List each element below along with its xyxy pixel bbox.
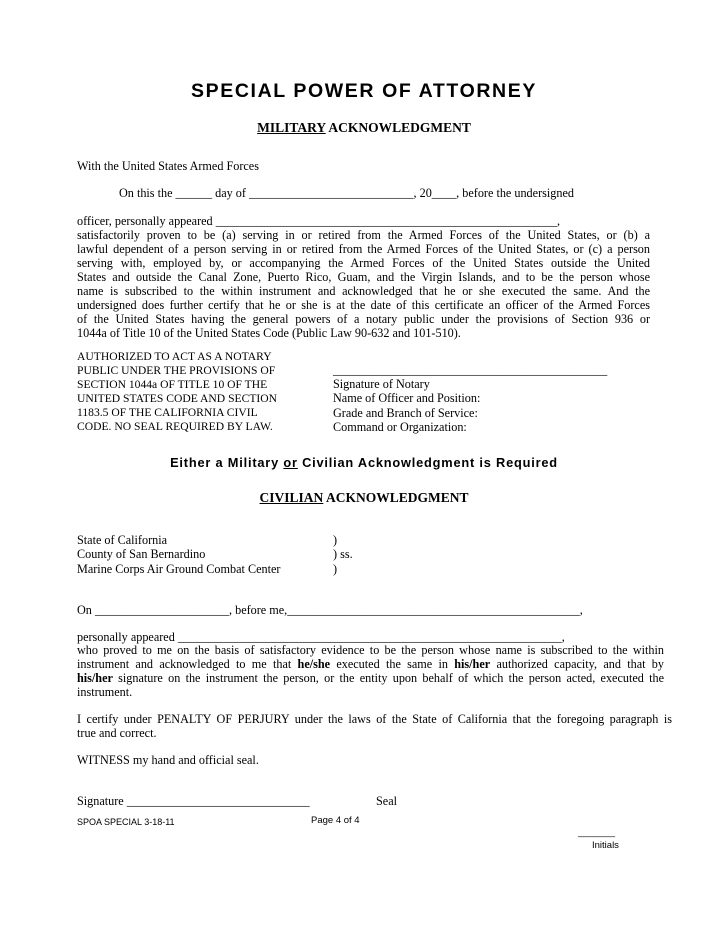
proved-text: executed the same in xyxy=(330,657,455,671)
proved-bold: he/she xyxy=(297,657,331,671)
proved-line: who proved to me on the basis of satisfactory evidence to be the person whose name is subscribed to the within xyxy=(77,643,664,657)
authorized-line: CODE. NO SEAL REQUIRED BY LAW. xyxy=(77,420,273,433)
document-title: SPECIAL POWER OF ATTORNEY xyxy=(191,80,537,102)
on-before-me-line: On ______________________, before me,________________________________________________, xyxy=(77,603,583,617)
military-body-paragraph xyxy=(77,228,650,340)
venue-labels xyxy=(77,533,280,576)
military-body-line: name is subscribed to the within instrument and acknowledged that he or she executed the same. And the xyxy=(77,284,650,298)
venue-brackets xyxy=(333,533,353,576)
proved-line xyxy=(77,671,664,685)
military-body-line: of the United States having the general powers of a notary public under the provisions of Section 936 or xyxy=(77,312,650,326)
page-number: Page 4 of 4 xyxy=(311,815,360,826)
initials-label: Initials xyxy=(592,840,619,851)
venue-state: State of California xyxy=(77,533,168,547)
command-organization-field: Command or Organization: xyxy=(333,419,467,434)
military-body-line: serving with, employed by, or accompanying the Armed Forces of the United States outside the United xyxy=(77,256,650,270)
military-heading xyxy=(0,121,728,135)
military-heading-underlined: MILITARY xyxy=(257,120,326,135)
witness-line: WITNESS my hand and official seal. xyxy=(77,753,259,767)
notary-fields xyxy=(333,377,480,434)
grade-branch-field: Grade and Branch of Service: xyxy=(333,405,478,420)
initials-line: _______ xyxy=(578,827,615,838)
military-heading-rest: ACKNOWLEDGMENT xyxy=(325,120,471,135)
authorized-notary-block xyxy=(77,350,277,434)
venue-county: County of San Bernardino xyxy=(77,547,206,562)
certify-line: I certify under PENALTY OF PERJURY under the laws of the State of California that the foregoing paragraph is xyxy=(77,712,672,726)
proved-text: authorized capacity, and that by xyxy=(490,657,664,671)
either-text-pre: Either a Military xyxy=(170,455,284,470)
on-this-day-line: On this the ______ day of ___________________________, 20____, before the undersigned xyxy=(119,186,574,200)
civilian-heading-rest: ACKNOWLEDGMENT xyxy=(323,490,469,505)
military-body-line: lawful dependent of a person serving in or retired from the Armed Forces of the United States, or (c) a person xyxy=(77,242,650,256)
authorized-line: AUTHORIZED TO ACT AS A NOTARY xyxy=(77,350,272,363)
with-armed-forces: With the United States Armed Forces xyxy=(77,159,259,173)
either-text-post: Civilian Acknowledgment is Required xyxy=(297,455,558,470)
certify-paragraph xyxy=(77,712,672,740)
certify-line: true and correct. xyxy=(77,726,157,740)
authorized-line: 1183.5 OF THE CALIFORNIA CIVIL xyxy=(77,406,258,419)
authorized-line: PUBLIC UNDER THE PROVISIONS OF xyxy=(77,364,276,377)
military-body-line: States and outside the Canal Zone, Puerto Rico, Guam, and the Virgin Islands, and to be the person whose xyxy=(77,270,650,284)
civilian-heading-underlined: CIVILIAN xyxy=(259,490,324,505)
venue-installation: Marine Corps Air Ground Combat Center xyxy=(77,561,281,576)
venue-paren: ) xyxy=(333,533,338,547)
proved-line xyxy=(77,657,664,671)
proved-text: instrument and acknowledged to me that xyxy=(77,657,298,671)
proved-bold: his/her xyxy=(77,671,113,685)
either-text-or: or xyxy=(283,455,298,470)
signature-field: Signature ______________________________ xyxy=(77,794,310,808)
officer-name-position-field: Name of Officer and Position: xyxy=(333,391,481,406)
proved-text: signature on the instrument the person, or the entity upon behalf of which the person acted, executed the xyxy=(112,671,664,685)
personally-appeared-line: personally appeared _______________________________________________________________, xyxy=(77,630,565,644)
proved-line: instrument. xyxy=(77,685,133,699)
military-body-line: undersigned does further certify that he or she is at the date of this certificate an officer of the Armed Forces xyxy=(77,298,650,312)
seal-label: Seal xyxy=(376,794,397,808)
venue-paren: ) xyxy=(333,561,338,576)
authorized-line: UNITED STATES CODE AND SECTION xyxy=(77,392,278,405)
notary-signature-line: _____________________________________________ xyxy=(333,363,608,377)
form-id: SPOA SPECIAL 3-18-11 xyxy=(77,817,175,827)
civilian-heading xyxy=(0,491,728,505)
military-body-line: satisfactorily proven to be (a) serving in or retired from the Armed Forces of the United States, or (b) a xyxy=(77,228,650,242)
authorized-line: SECTION 1044a OF TITLE 10 OF THE xyxy=(77,378,268,391)
civilian-proved-paragraph xyxy=(77,643,664,699)
venue-paren-ss: ) ss. xyxy=(333,547,353,562)
military-body-line: 1044a of Title 10 of the United States Code (Public Law 90-632 and 101-510). xyxy=(77,326,461,340)
notary-signature-label: Signature of Notary xyxy=(333,377,430,391)
proved-bold: his/her xyxy=(454,657,491,671)
officer-appeared-line: officer, personally appeared ________________________________________________________, xyxy=(77,214,560,228)
either-required-notice xyxy=(0,456,728,470)
